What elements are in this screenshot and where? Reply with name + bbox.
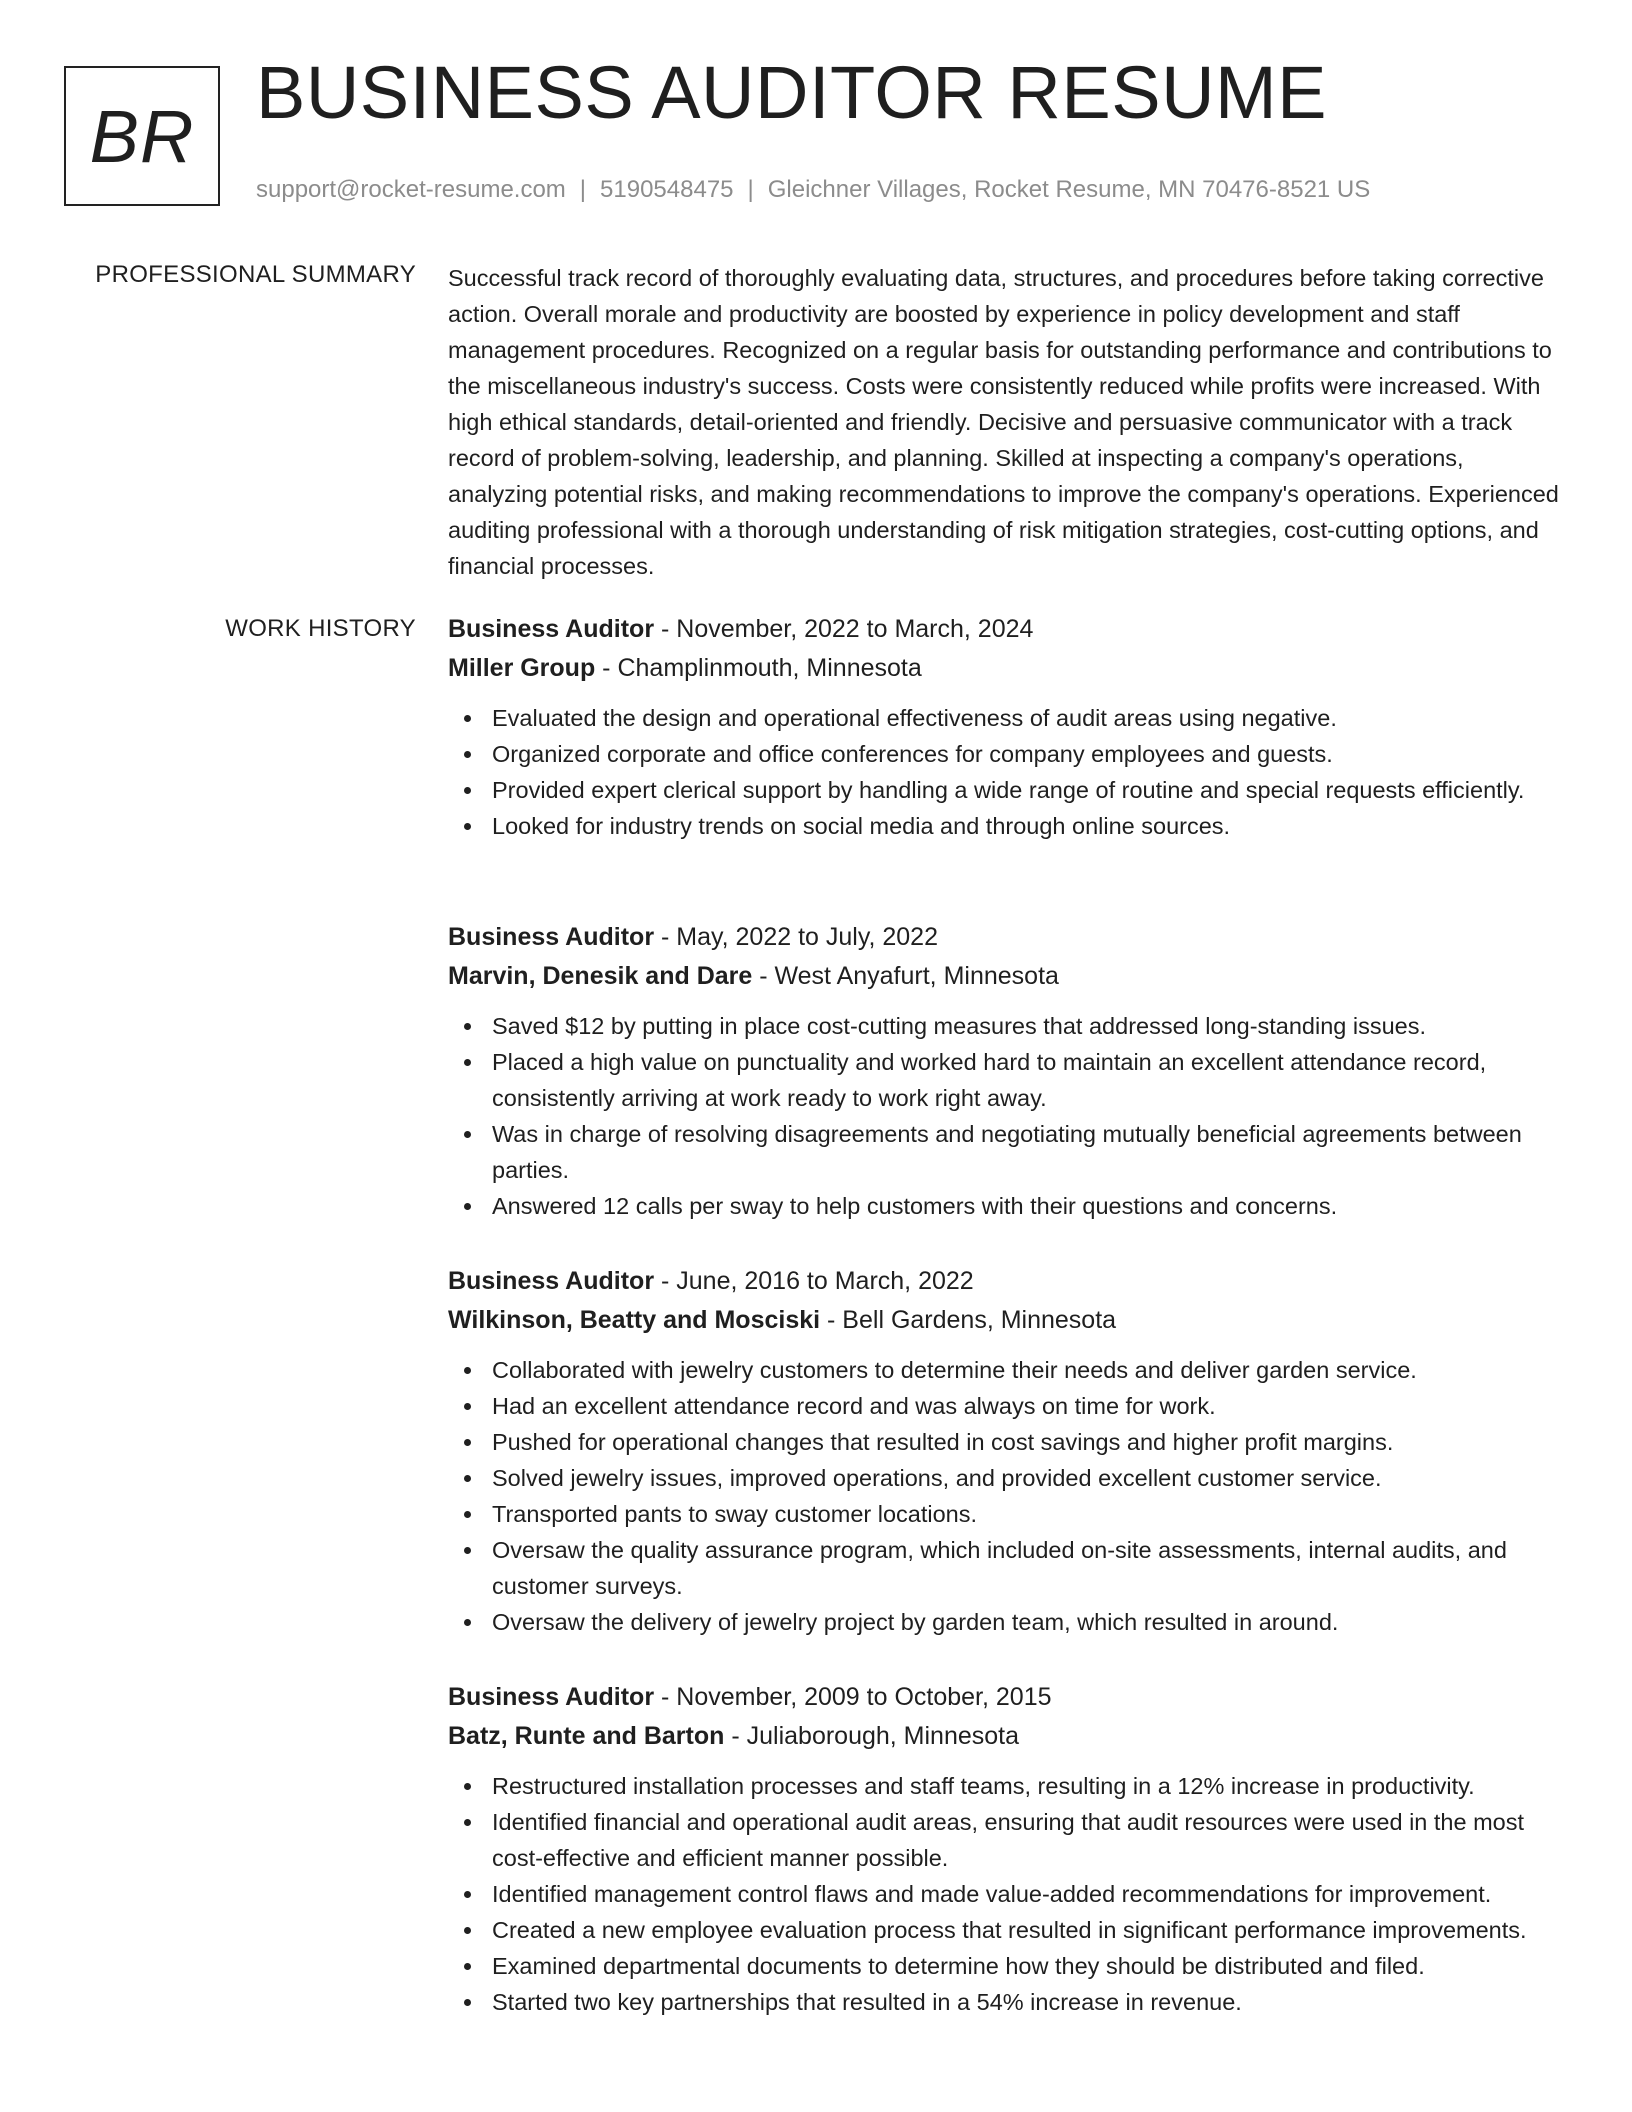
section-heading-summary: PROFESSIONAL SUMMARY — [95, 261, 416, 288]
job-company: Wilkinson, Beatty and Mosciski — [448, 1306, 821, 1334]
job-company: Miller Group — [448, 654, 596, 682]
job-bullet: Transported pants to sway customer locations. — [448, 1496, 1568, 1532]
contact-separator: | — [579, 176, 587, 203]
job-bullet: Solved jewelry issues, improved operations, and provided excellent customer service. — [448, 1460, 1568, 1496]
job-entry — [448, 610, 1568, 844]
job-bullet: Restructured installation processes and staff teams, resulting in a 12% increase in productivity. — [448, 1768, 1568, 1804]
job-bullet: Identified management control flaws and made value-added recommendations for improvement. — [448, 1876, 1568, 1912]
job-bullet: Provided expert clerical support by handling a wide range of routine and special requests efficiently. — [448, 772, 1568, 808]
job-bullet: Saved $12 by putting in place cost-cutting measures that addressed long-standing issues. — [448, 1008, 1568, 1044]
job-dates: - May, 2022 to July, 2022 — [654, 923, 938, 951]
job-bullet: Collaborated with jewelry customers to determine their needs and deliver garden service. — [448, 1352, 1568, 1388]
job-bullet-list — [448, 1352, 1568, 1640]
job-bullet: Examined departmental documents to determine how they should be distributed and filed. — [448, 1948, 1568, 1984]
job-bullet: Identified financial and operational audit areas, ensuring that audit resources were used in the most cost-effective and efficient manner possible. — [448, 1804, 1568, 1876]
job-title-line — [448, 1262, 1568, 1301]
job-company: Batz, Runte and Barton — [448, 1722, 725, 1750]
job-bullet: Pushed for operational changes that resulted in cost savings and higher profit margins. — [448, 1424, 1568, 1460]
job-location: - Juliaborough, Minnesota — [724, 1722, 1020, 1750]
monogram-badge — [64, 66, 220, 206]
job-dates: - November, 2022 to March, 2024 — [654, 615, 1034, 643]
job-bullet-list — [448, 1768, 1568, 2020]
job-company-line — [448, 1717, 1568, 1756]
job-bullet: Oversaw the quality assurance program, which included on-site assessments, internal audits, and customer surveys. — [448, 1532, 1568, 1604]
job-location: - West Anyafurt, Minnesota — [752, 962, 1059, 990]
job-entry — [448, 918, 1568, 1224]
contact-address: Gleichner Villages, Rocket Resume, MN 70476-8521 US — [767, 176, 1371, 203]
job-bullet: Answered 12 calls per sway to help customers with their questions and concerns. — [448, 1188, 1568, 1224]
monogram-initials: BR — [89, 94, 195, 178]
section-heading-work-history: WORK HISTORY — [225, 615, 416, 642]
job-bullet: Started two key partnerships that resulted in a 54% increase in revenue. — [448, 1984, 1568, 2020]
job-bullet: Was in charge of resolving disagreements and negotiating mutually beneficial agreements between parties. — [448, 1116, 1568, 1188]
job-bullet: Evaluated the design and operational effectiveness of audit areas using negative. — [448, 700, 1568, 736]
job-bullet: Placed a high value on punctuality and worked hard to maintain an excellent attendance record, consistently arriving at work ready to work right away. — [448, 1044, 1568, 1116]
job-title-line — [448, 610, 1568, 649]
contact-separator: | — [747, 176, 754, 203]
job-company-line — [448, 1301, 1568, 1340]
job-bullet: Looked for industry trends on social media and through online sources. — [448, 808, 1568, 844]
job-company-line — [448, 649, 1568, 688]
professional-summary-text: Successful track record of thoroughly evaluating data, structures, and procedures before taking corrective action. Overall morale and productivity are boosted by experience in policy development and staff management procedures. Recognized on a regular basis for outstanding performance and contributions to the miscellaneous industry's success. Costs were consistently reduced while profits were increased. With high ethical standards, detail-oriented and friendly. Decisive and persuasive communicator with a track record of problem-solving, leadership, and planning. Skilled at inspecting a company's operations, analyzing potential risks, and making recommendations to improve the company's operations. Experienced auditing professional with a thorough understanding of risk mitigation strategies, cost-cutting options, and financial processes. — [448, 265, 1559, 579]
job-dates: - June, 2016 to March, 2022 — [654, 1267, 974, 1295]
job-bullet-list — [448, 700, 1568, 844]
job-bullet: Organized corporate and office conferences for company employees and guests. — [448, 736, 1568, 772]
job-location: - Champlinmouth, Minnesota — [595, 654, 922, 682]
contact-phone[interactable]: 5190548475 — [600, 176, 734, 203]
job-entry — [448, 1678, 1568, 2020]
job-title: Business Auditor — [448, 615, 655, 643]
job-company-line — [448, 957, 1568, 996]
resume-title: BUSINESS AUDITOR RESUME — [256, 51, 1328, 134]
job-company: Marvin, Denesik and Dare — [448, 962, 753, 990]
job-title: Business Auditor — [448, 923, 655, 951]
contact-email[interactable]: support@rocket-resume.com — [256, 176, 566, 203]
job-title: Business Auditor — [448, 1683, 655, 1711]
job-entry — [448, 1262, 1568, 1640]
job-title-line — [448, 1678, 1568, 1717]
job-bullet: Oversaw the delivery of jewelry project by garden team, which resulted in around. — [448, 1604, 1568, 1640]
job-bullet-list — [448, 1008, 1568, 1224]
job-title: Business Auditor — [448, 1267, 655, 1295]
job-title-line — [448, 918, 1568, 957]
job-location: - Bell Gardens, Minnesota — [820, 1306, 1117, 1334]
job-dates: - November, 2009 to October, 2015 — [654, 1683, 1052, 1711]
job-bullet: Created a new employee evaluation process that resulted in significant performance improvements. — [448, 1912, 1568, 1948]
job-bullet: Had an excellent attendance record and was always on time for work. — [448, 1388, 1568, 1424]
contact-line — [256, 176, 1370, 204]
